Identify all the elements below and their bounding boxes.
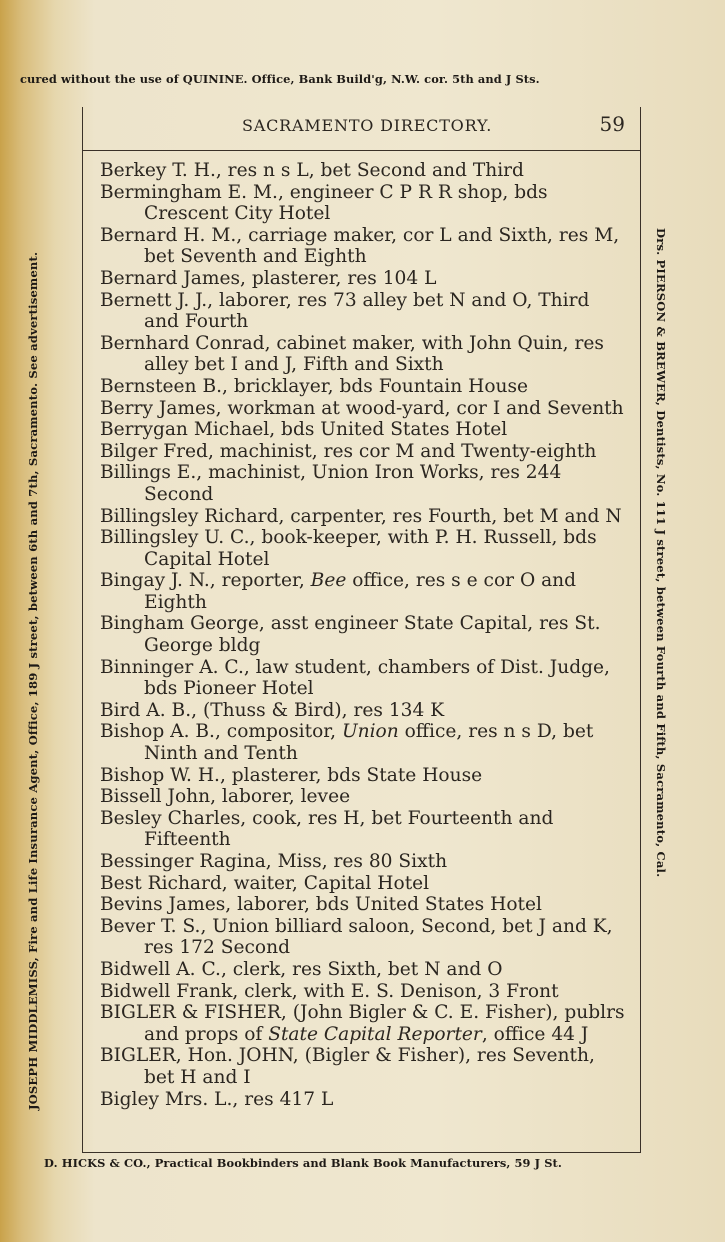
page-number: 59 (599, 112, 625, 136)
directory-entry: Bevins James, laborer, bds United States Hotel (100, 894, 542, 916)
directory-entry: Binninger A. C., law student, chambers of Dist. Judge, bds Pioneer Hotel (100, 656, 610, 700)
directory-entry: Bernett J. J., laborer, res 73 alley bet N and O, Third and Fourth (100, 289, 590, 333)
directory-entry: BIGLER, Hon. JOHN, (Bigler & Fisher), res Seventh, bet H and I (100, 1045, 595, 1088)
directory-entry: Bigley Mrs. L., res 417 L (100, 1088, 334, 1110)
right-side-advertisement: Drs. PIERSON & BREWER, Dentists, No. 111 J street, between Fourth and Fifth, Sacramento, Cal. (654, 228, 668, 878)
directory-entry: Bernhard Conrad, cabinet maker, with John Quin, res alley bet I and J, Fifth and Sixth (100, 332, 604, 376)
directory-entry: Billingsley U. C., book-keeper, with P. H. Russell, bds Capital Hotel (100, 527, 597, 570)
directory-entry: Berkey T. H., res n s L, bet Second and Third (100, 160, 524, 181)
running-head (82, 112, 639, 146)
directory-entry: Bidwell A. C., clerk, res Sixth, bet N and O (100, 958, 503, 980)
top-advertisement: cured without the use of QUININE. Office, Bank Build'g, N.W. cor. 5th and J Sts. (20, 72, 540, 86)
directory-entry: Bernard James, plasterer, res 104 L (100, 267, 437, 289)
directory-entry: Best Richard, waiter, Capital Hotel (100, 872, 430, 894)
directory-entry: Bingay J. N., reporter, Bee office, res s e cor O and Eighth (100, 570, 577, 613)
directory-entry: Berry James, workman at wood-yard, cor I and Seventh (100, 397, 624, 419)
directory-entry: BIGLER & FISHER, (John Bigler & C. E. Fisher), publrs and props of State Capital Reporter, office 44 J (100, 1002, 625, 1045)
directory-entry: Bishop A. B., compositor, Union office, res n s D, bet Ninth and Tenth (100, 721, 594, 765)
directory-entry: Bever T. S., Union billiard saloon, Second, bet J and K, res 172 Second (100, 915, 613, 959)
directory-entry: Bird A. B., (Thuss & Bird), res 134 K (100, 699, 445, 721)
directory-entry: Bishop W. H., plasterer, bds State House (100, 764, 483, 786)
directory-entry: Bidwell Frank, clerk, with E. S. Denison, 3 Front (100, 980, 559, 1002)
directory-entry: Bingham George, asst engineer State Capital, res St. George bldg (100, 613, 601, 657)
directory-entry: Bermingham E. M., engineer C P R R shop, bds Crescent City Hotel (100, 181, 548, 225)
left-side-advertisement: JOSEPH MIDDLEMISS, Fire and Life Insurance Agent, Office, 189 J street, between 6th and 7th, Sacramento. See advertisement. (26, 251, 40, 1110)
directory-entry: Bernard H. M., carriage maker, cor L and Sixth, res M, bet Seventh and Eighth (100, 224, 620, 268)
directory-entry: Bessinger Ragina, Miss, res 80 Sixth (100, 851, 448, 872)
directory-entry: Besley Charles, cook, res H, bet Fourteenth and Fifteenth (100, 807, 554, 851)
header-rule (82, 150, 640, 151)
page-title: SACRAMENTO DIRECTORY. (242, 116, 493, 135)
directory-entry: Berrygan Michael, bds United States Hotel (100, 419, 508, 441)
directory-entry: Bilger Fred, machinist, res cor M and Twenty-eighth (100, 440, 597, 462)
directory-entries (100, 160, 628, 1110)
directory-entry: Billings E., machinist, Union Iron Works, res 244 Second (100, 462, 562, 505)
directory-entry: Billingsley Richard, carpenter, res Fourth, bet M and N (100, 505, 622, 527)
directory-entry: Bissell John, laborer, levee (100, 786, 351, 808)
bottom-advertisement: D. HICKS & CO., Practical Bookbinders and Blank Book Manufacturers, 59 J St. (44, 1156, 562, 1170)
directory-entry: Bernsteen B., bricklayer, bds Fountain House (100, 375, 529, 397)
